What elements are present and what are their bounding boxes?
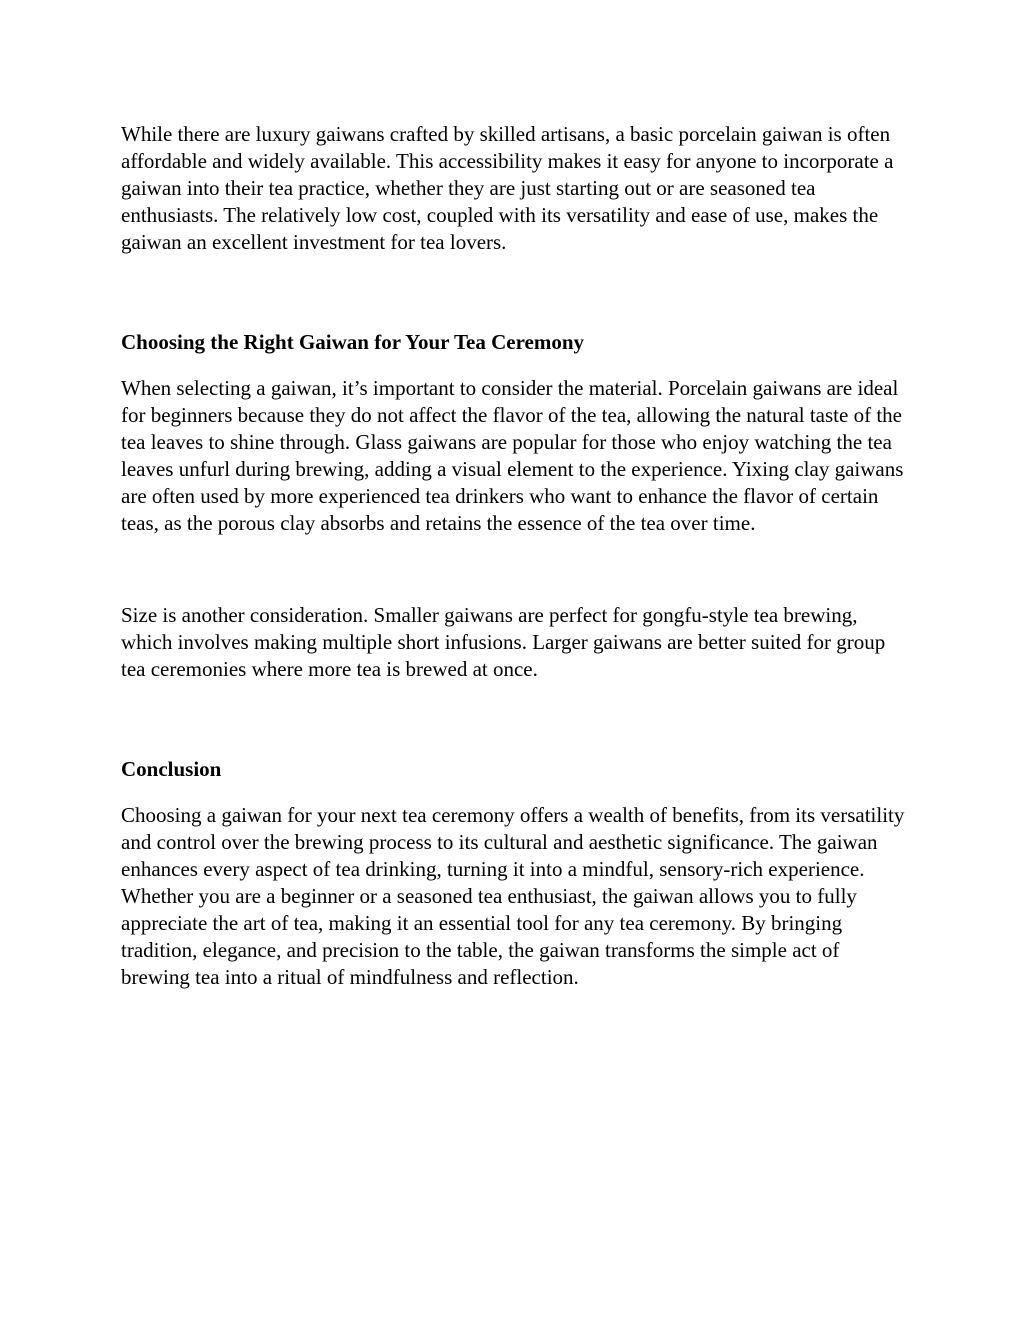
heading-conclusion: Conclusion [121,757,222,781]
paragraph-conclusion: Choosing a gaiwan for your next tea ceremony offers a wealth of benefits, from its versatility and control over the brewing process to its cultural and aesthetic significance. The gaiwan enhances every aspect of tea drinking, turning it into a mindful, sensory-rich experience. Whether you are a beginner or a seasoned tea enthusiast, the gaiwan allows you to fully appreciate the art of tea, making it an essential tool for any tea ceremony. By bringing tradition, elegance, and precision to the table, the gaiwan transforms the simple act of brewing tea into a ritual of mindfulness and reflection. [121,803,905,989]
paragraph-material: When selecting a gaiwan, it’s important to consider the material. Porcelain gaiwans are ideal for beginners because they do not affect the flavor of the tea, allowing the natural taste of the tea leaves to shine through. Glass gaiwans are popular for those who enjoy watching the tea leaves unfurl during brewing, adding a visual element to the experience. Yixing clay gaiwans are often used by more experienced tea drinkers who want to enhance the flavor of certain teas, as the porous clay absorbs and retains the essence of the tea over time. [121,376,904,535]
document-body [121,121,911,991]
heading-choosing-gaiwan: Choosing the Right Gaiwan for Your Tea Ceremony [121,330,585,354]
paragraph-size: Size is another consideration. Smaller gaiwans are perfect for gongfu-style tea brewing, which involves making multiple short infusions. Larger gaiwans are better suited for group tea ceremonies where more tea is brewed at once. [121,603,886,681]
paragraph-affordability: While there are luxury gaiwans crafted by skilled artisans, a basic porcelain gaiwan is often affordable and widely available. This accessibility makes it easy for anyone to incorporate a gaiwan into their tea practice, whether they are just starting out or are seasoned tea enthusiasts. The relatively low cost, coupled with its versatility and ease of use, makes the gaiwan an excellent investment for tea lovers. [121,122,894,254]
